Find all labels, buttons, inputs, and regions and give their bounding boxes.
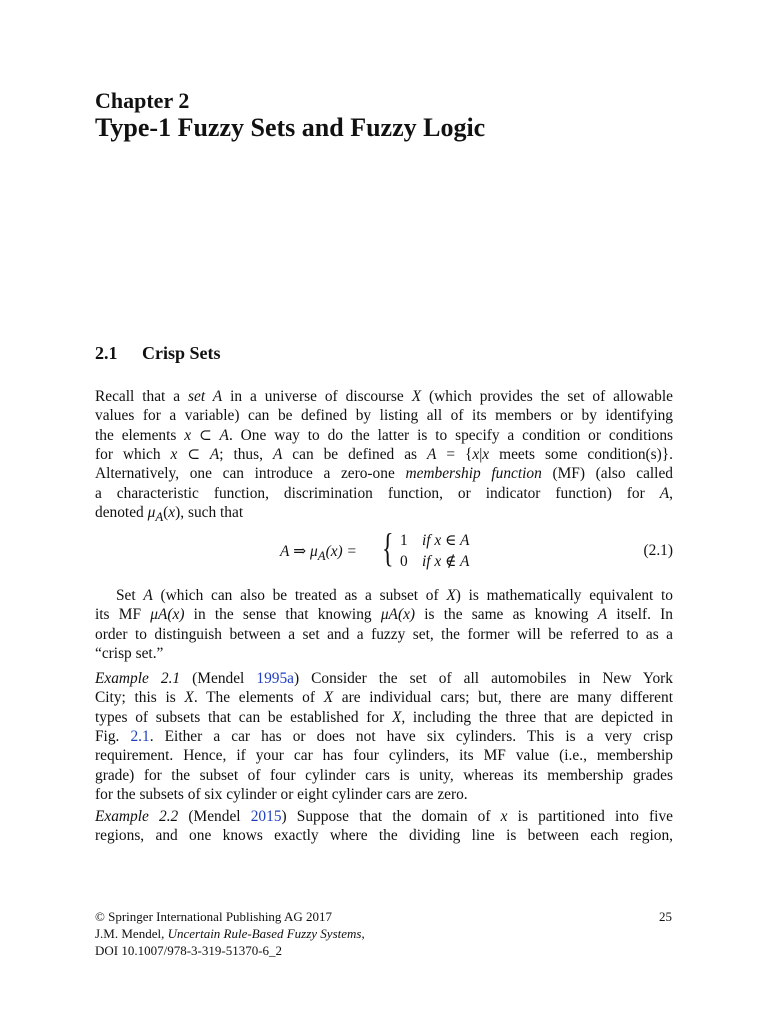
example-2-2	[95, 807, 673, 846]
footer-citation	[95, 908, 365, 959]
book-title: Uncertain Rule-Based Fuzzy Systems	[167, 926, 362, 941]
figure-link[interactable]: 2.1	[130, 728, 150, 746]
text-line: for the subsets of six cylinder or eight cylinder cars are zero.	[95, 786, 468, 804]
text-line: City; this is X. The elements of X are individual cars; but, there are many different	[95, 689, 673, 707]
citation-link[interactable]: 2015	[250, 808, 282, 825]
equation-lhs: A ⇒ $\mu_A(x)$ =	[280, 543, 357, 564]
text-line: the elements x ⊂ A. One way to do the latter is to specify a condition or conditions	[95, 426, 674, 444]
equation-case-1: 1 if x ∈ A	[400, 532, 470, 549]
section-number: 2.1	[95, 343, 118, 363]
doi-line: DOI 10.1007/978-3-319-51370-6_2	[95, 943, 283, 958]
text-line: for which x ⊂ A; thus, A can be defined as A = {x|x meets some condition(s)}.	[95, 446, 673, 464]
text-line: Example 2.2 (Mendel 2015) Suppose that the domain of x is partitioned into five	[95, 808, 673, 825]
text-line: regions, and one knows exactly where the dividing line is between each region,	[95, 827, 673, 845]
copyright-line: © Springer International Publishing AG 2017	[95, 909, 332, 924]
text-line: Recall that a set A in a universe of discourse X (which provides the set of allowable	[95, 388, 673, 405]
text-line: denoted $\mu_A(x)$, such that	[95, 504, 244, 525]
citation-link[interactable]: 1995a	[256, 670, 294, 687]
left-brace: {	[382, 525, 394, 570]
text-line: a characteristic function, discrimination function, or indicator function) for A,	[95, 484, 673, 502]
author-line: J.M. Mendel, Uncertain Rule-Based Fuzzy Systems,	[95, 926, 365, 941]
section-heading	[95, 342, 221, 364]
text-line: requirement. Hence, if your car has four cylinders, its MF value (i.e., membership	[95, 747, 673, 765]
text-line: Alternatively, one can introduce a zero-one membership function (MF) (also called	[95, 465, 673, 483]
chapter-label: Chapter 2	[95, 88, 190, 113]
equation-number: (2.1)	[643, 542, 673, 559]
text-line: Example 2.1 (Mendel 1995a) Consider the set of all automobiles in New York	[95, 670, 673, 687]
text-line: values for a variable) can be defined by listing all of its members or by identifying	[95, 407, 673, 425]
text-line: Set A (which can also be treated as a subset of X) is mathematically equivalent to	[116, 587, 673, 604]
chapter-title: Type-1 Fuzzy Sets and Fuzzy Logic	[95, 113, 486, 142]
text-line: its MF μA(x) in the sense that knowing μA(x) is the same as knowing A itself. In	[95, 606, 674, 624]
equation-case-2: 0 if x ∉ A	[400, 553, 470, 570]
text-line: order to distinguish between a set and a fuzzy set, the former will be referred to as a	[95, 625, 673, 643]
paragraph-crisp-set-definition	[95, 387, 673, 527]
section-title: Crisp Sets	[142, 343, 221, 363]
text-line: Fig. 2.1. Either a car has or does not have six cylinders. This is a very crisp	[95, 728, 673, 746]
example-2-1	[95, 669, 673, 804]
equation-2-1	[95, 525, 673, 574]
text-line: “crisp set.”	[95, 645, 164, 663]
text-line: types of subsets that can be established for X, including the three that are depicted in	[95, 708, 673, 726]
text-line: grade) for the subset of four cylinder cars is unity, whereas its membership grades	[95, 766, 673, 784]
paragraph-mf-equivalence	[95, 586, 673, 663]
page-number: 25	[659, 909, 672, 924]
